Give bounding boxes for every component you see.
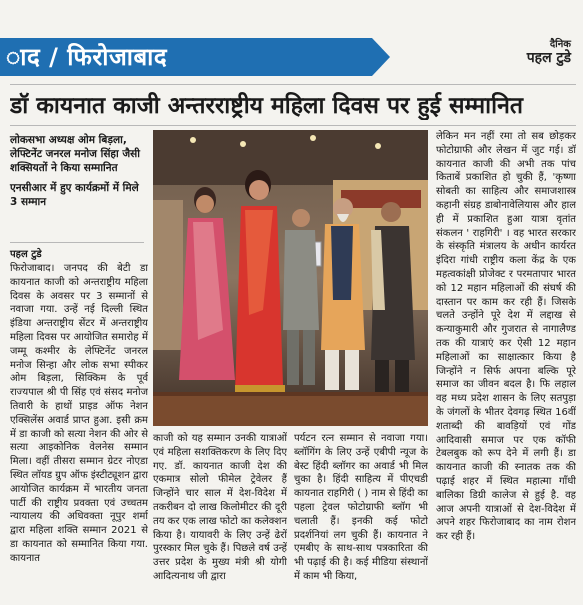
article-column-3: पर्यटन रत्न सम्मान से नवाजा गया। ब्लॉगिंग के लिए उन्हें एबीपी न्यूज के बेस्ट हिंदी ब्लॉगर का अवार्ड भी मिल चुका है। हिंदी साहित्य में पीएचडी कायनात राहगिरी ( ) नाम से हिंदी का पहला ट्रेवल फोटोग्राफी ब्लॉग भी चलाती हैं। इनकी कई फोटो प्रदर्शनियां लग चुकी हैं। कायनात ने एमबीए के साथ-साथ पत्रकारिता की भी पढ़ाई की है। कई मीडिया संस्थानों में काम भी किया, (294, 433, 428, 582)
subhead-1: लोकसभा अध्यक्ष ओम बिड़ला, लेफ्टिनेंट जनरल मनोज सिंहा जैसी शक्सियतों ने किया सम्मानित (10, 134, 140, 174)
masthead (527, 40, 571, 65)
subheads (10, 133, 144, 215)
article-column-2: काजी को यह सम्मान उनकी यात्राओं एवं महिला सशक्तिकरण के लिए दिए गए. डॉ. कायनात काजी देश की एकमात्र सोलो फीमेल ट्रेवेलर हैं जिन्होंने चार साल में देश-विदेश में तकरीबन दो लाख किलोमीटर की दूरी तय कर एक लाख फोटो का कलेक्शन किया है। यायावरी के लिए उन्हें ढेरों पुरस्कार मिल चुके हैं। पिछले वर्ष उन्हें उत्तर प्रदेश के मुख्य मंत्री श्री योगी आदित्यनाथ जी द्वारा (153, 433, 287, 582)
masthead-title: पहल टुडे (526, 50, 571, 66)
top-divider (10, 84, 576, 85)
article-column-4: लेकिन मन नहीं रमा तो सब छोड़कर फोटोग्राफी और लेखन में जुट गई। डॉ कायनात काजी की अभी तक पांच किताबें प्रकाशित हो चुकी हैं, 'कृष्णा सोबती का साहित्य और समाजशास्त्र कहानी संग्रह डाबोनावेलियास और हाल ही में प्रकाशित हुआ यात्रा वृतांत संकलन ' राहगिरी' । वह भारत सरकार के संस्कृति मंत्रालय के अधीन कार्यरत इंदिरा गांधी राष्ट्रीय कला केंद्र के एक महत्वकांक्षी प्रोजेक्ट र परमतापार भारत को 12 महान महिलाओं की संघर्ष की दास्तान पर काम कर रही हैं। जिसके चलते उन्होंने पूरे देश में लद्दाख से कन्याकुमारी और गुजरात से नागालैण्ड तक की यात्राएं कर ऐसी 12 महान महिलाओं का साक्षात्कार किया है जिन्होंने न सिर्फ अपना बल्कि पूरे समाज का जीवन बदल है। फि लहाल वह मध्य प्रदेश शासन के लिए सतपुड़ा के जंगलों के भीतर देवगढ़ स्थित 16वीं शताब्दी की बावड़ियों एवं गोंड आदिवासी समाज पर एक कॉफी टेबलबुक को रूप देने में लगी हैं। डा कायनात काजी की स्नातक तक की पढ़ाई शहर में स्थित महात्मा गाँधी बालिका डिग्री कालेज से हुई है. वह आज अपनी यात्राओं से देश-विदेश में अपने शहर फिरोजाबाद का नाम रोशन कर रही हैं। (436, 131, 576, 543)
award-ceremony-photo (153, 130, 428, 426)
section-label: ाद / फिरोजाबाद (6, 43, 168, 71)
headline: डॉ कायनात काजी अन्तरराष्ट्रीय महिला दिवस पर हुई सम्मानित (10, 93, 523, 119)
subhead-divider (10, 242, 144, 243)
headline-divider (10, 125, 576, 126)
subhead-2: एनसीआर में हुए कार्यक्रमों में मिले 3 सम्मान (10, 182, 139, 208)
article-column-1: फिरोजाबाद। जनपद की बेटी डा कायनात काजी को अन्तराष्ट्रीय महिला दिवस के अवसर पर 3 सम्मानों से नवाजा गया. उन्हें नई दिल्ली स्थित इंडिया अन्तराष्ट्रीय सेंटर में अन्तराष्ट्रीय महिला दिवस पर आयोजित समारोह में जम्मू कश्मीर के लेफ्टिनेंट जनरल मनोज सिन्हा और लोक सभा स्पीकर ओम बिड़ला, सिक्किम के पूर्व राज्यपाल श्री पी सिंह एवं संसद मनोज तिवारी के हाथों प्राइड ऑफ नेशन एक्सिलेंस अवार्ड प्राप्त हुआ. इसी क्रम में डा काजी को सत्या नेशन की ओर से सत्या आइकोनिक वेलनेस सम्मान मिला। वहीं तीसरा सम्मान ग्रेटर नोएडा स्थित लॉयड ग्रुप ऑफ इंस्टीट्यूशन द्वारा आयोजित कार्यक्रम में भारतीय जनता पार्टी की राष्ट्रीय प्रवक्ता एवं उच्चतम न्यायालय की अधिवक्ता नूपुर शर्मा द्वारा महिला शक्ति सम्मान 2021 से डा कायनात को सम्मानित किया गया. कायनात (10, 263, 148, 564)
masthead-tagline: दैनिक (549, 39, 571, 50)
byline: पहल टुडे (10, 249, 42, 260)
